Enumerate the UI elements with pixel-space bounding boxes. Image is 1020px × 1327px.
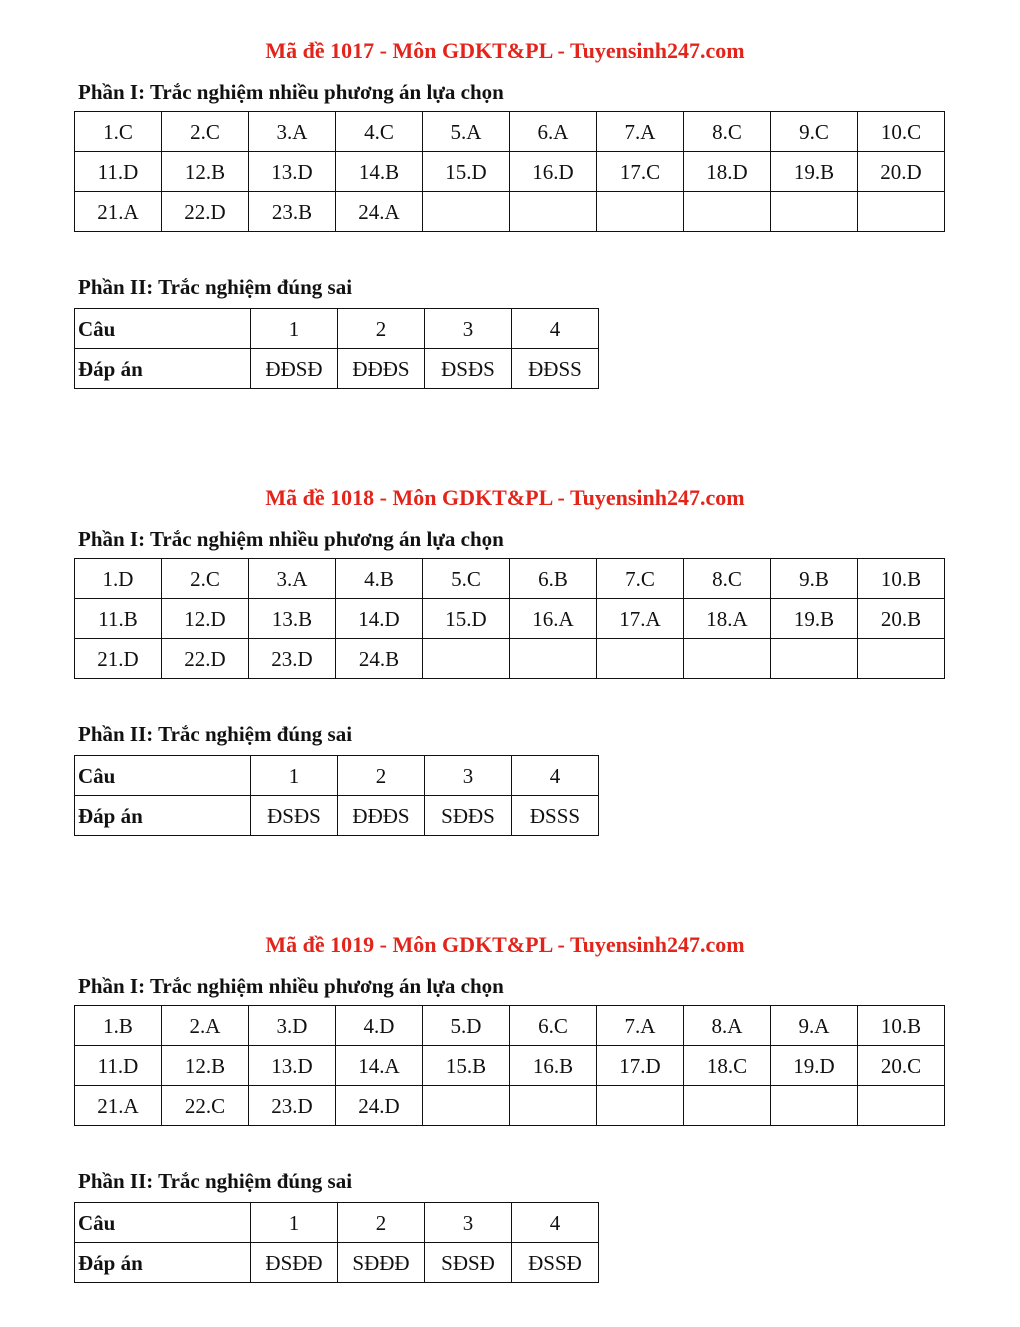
part1-heading: Phần I: Trắc nghiệm nhiều phương án lựa chọn — [78, 527, 504, 551]
question-number-cell: 1 — [251, 309, 338, 349]
table-row — [75, 559, 945, 599]
answer-cell: 9.A — [771, 1006, 858, 1046]
answer-cell: 1.C — [75, 112, 162, 152]
table-row — [75, 112, 945, 152]
answer-cell: 2.C — [162, 112, 249, 152]
answer-cell: 8.C — [684, 112, 771, 152]
question-number-cell: 1 — [251, 1203, 338, 1243]
answer-cell: 3.A — [249, 559, 336, 599]
part2-heading: Phần II: Trắc nghiệm đúng sai — [78, 1169, 353, 1193]
true-false-answer-table — [74, 755, 599, 836]
answer-cell — [423, 639, 510, 679]
answer-cell: 19.D — [771, 1046, 858, 1086]
answer-cell — [597, 1086, 684, 1126]
answer-cell: 22.D — [162, 639, 249, 679]
answer-cell: 14.D — [336, 599, 423, 639]
answer-cell — [510, 639, 597, 679]
question-label-cell: Câu — [75, 1203, 251, 1243]
table-row — [75, 1243, 599, 1283]
true-false-answer-cell: ĐĐSĐ — [251, 349, 338, 389]
table-row — [75, 796, 599, 836]
true-false-answer-cell: SĐĐS — [425, 796, 512, 836]
answer-cell: 22.D — [162, 192, 249, 232]
answer-cell: 1.B — [75, 1006, 162, 1046]
answer-cell: 11.B — [75, 599, 162, 639]
answer-cell — [771, 1086, 858, 1126]
answer-cell: 5.C — [423, 559, 510, 599]
answer-cell: 15.D — [423, 599, 510, 639]
answer-cell: 23.D — [249, 1086, 336, 1126]
answer-cell: 22.C — [162, 1086, 249, 1126]
answer-cell: 5.D — [423, 1006, 510, 1046]
answer-label-cell: Đáp án — [75, 349, 251, 389]
true-false-answer-table — [74, 1202, 599, 1283]
answer-label-cell: Đáp án — [75, 1243, 251, 1283]
question-number-cell: 3 — [425, 309, 512, 349]
answer-cell: 17.A — [597, 599, 684, 639]
answer-cell: 6.A — [510, 112, 597, 152]
answer-cell: 16.A — [510, 599, 597, 639]
answer-cell: 13.D — [249, 152, 336, 192]
question-number-cell: 1 — [251, 756, 338, 796]
answer-cell: 20.D — [858, 152, 945, 192]
answer-cell: 15.B — [423, 1046, 510, 1086]
answer-cell: 12.B — [162, 152, 249, 192]
true-false-answer-cell: ĐSSĐ — [512, 1243, 599, 1283]
answer-cell: 9.C — [771, 112, 858, 152]
part1-heading: Phần I: Trắc nghiệm nhiều phương án lựa chọn — [78, 974, 504, 998]
answer-cell: 4.C — [336, 112, 423, 152]
answer-cell: 9.B — [771, 559, 858, 599]
answer-cell: 19.B — [771, 152, 858, 192]
answer-label-cell: Đáp án — [75, 796, 251, 836]
true-false-answer-cell: ĐĐĐS — [338, 796, 425, 836]
table-row — [75, 192, 945, 232]
answer-cell: 21.A — [75, 1086, 162, 1126]
answer-cell: 16.D — [510, 152, 597, 192]
answer-cell: 24.B — [336, 639, 423, 679]
answer-cell: 23.B — [249, 192, 336, 232]
answer-cell: 7.A — [597, 1006, 684, 1046]
question-number-cell: 2 — [338, 309, 425, 349]
answer-cell: 3.A — [249, 112, 336, 152]
true-false-answer-table — [74, 308, 599, 389]
part2-heading: Phần II: Trắc nghiệm đúng sai — [78, 275, 353, 299]
exam-title: Mã đề 1018 - Môn GDKT&PL - Tuyensinh247.com — [265, 485, 745, 510]
answer-cell — [423, 1086, 510, 1126]
answer-cell — [771, 639, 858, 679]
answer-cell: 18.D — [684, 152, 771, 192]
multiple-choice-answer-table — [74, 111, 945, 232]
answer-cell — [684, 192, 771, 232]
true-false-answer-cell: SĐSĐ — [425, 1243, 512, 1283]
question-number-cell: 2 — [338, 756, 425, 796]
question-number-cell: 4 — [512, 1203, 599, 1243]
answer-cell — [423, 192, 510, 232]
answer-cell: 13.B — [249, 599, 336, 639]
answer-cell: 15.D — [423, 152, 510, 192]
question-label-cell: Câu — [75, 756, 251, 796]
answer-cell: 17.C — [597, 152, 684, 192]
part2-heading: Phần II: Trắc nghiệm đúng sai — [78, 722, 353, 746]
answer-cell: 8.C — [684, 559, 771, 599]
answer-cell: 24.D — [336, 1086, 423, 1126]
question-number-cell: 3 — [425, 756, 512, 796]
answer-cell: 18.C — [684, 1046, 771, 1086]
table-row — [75, 639, 945, 679]
answer-cell: 24.A — [336, 192, 423, 232]
table-row — [75, 1006, 945, 1046]
answer-cell: 23.D — [249, 639, 336, 679]
table-row — [75, 1203, 599, 1243]
multiple-choice-answer-table — [74, 1005, 945, 1126]
answer-cell — [858, 1086, 945, 1126]
true-false-answer-cell: ĐĐĐS — [338, 349, 425, 389]
table-row — [75, 756, 599, 796]
table-row — [75, 309, 599, 349]
answer-cell: 14.A — [336, 1046, 423, 1086]
table-row — [75, 1086, 945, 1126]
answer-cell: 10.C — [858, 112, 945, 152]
question-number-cell: 4 — [512, 756, 599, 796]
question-label-cell: Câu — [75, 309, 251, 349]
answer-cell: 7.A — [597, 112, 684, 152]
answer-cell: 2.A — [162, 1006, 249, 1046]
answer-cell: 10.B — [858, 559, 945, 599]
answer-cell — [510, 192, 597, 232]
table-row — [75, 152, 945, 192]
answer-cell — [684, 1086, 771, 1126]
part1-heading: Phần I: Trắc nghiệm nhiều phương án lựa chọn — [78, 80, 504, 104]
answer-cell: 16.B — [510, 1046, 597, 1086]
answer-cell: 19.B — [771, 599, 858, 639]
answer-cell: 2.C — [162, 559, 249, 599]
answer-cell: 6.C — [510, 1006, 597, 1046]
answer-cell: 14.B — [336, 152, 423, 192]
answer-cell: 13.D — [249, 1046, 336, 1086]
answer-cell — [510, 1086, 597, 1126]
answer-cell: 12.B — [162, 1046, 249, 1086]
answer-cell: 5.A — [423, 112, 510, 152]
answer-cell: 4.D — [336, 1006, 423, 1046]
answer-cell — [597, 192, 684, 232]
true-false-answer-cell: ĐSĐS — [425, 349, 512, 389]
answer-cell: 10.B — [858, 1006, 945, 1046]
table-row — [75, 599, 945, 639]
answer-cell — [597, 639, 684, 679]
answer-cell: 3.D — [249, 1006, 336, 1046]
true-false-answer-cell: ĐSSS — [512, 796, 599, 836]
true-false-answer-cell: SĐĐĐ — [338, 1243, 425, 1283]
answer-cell: 21.D — [75, 639, 162, 679]
exam-title: Mã đề 1017 - Môn GDKT&PL - Tuyensinh247.com — [265, 38, 745, 63]
answer-cell: 4.B — [336, 559, 423, 599]
true-false-answer-cell: ĐĐSS — [512, 349, 599, 389]
answer-cell — [771, 192, 858, 232]
question-number-cell: 2 — [338, 1203, 425, 1243]
answer-cell: 7.C — [597, 559, 684, 599]
answer-cell: 20.B — [858, 599, 945, 639]
answer-cell: 8.A — [684, 1006, 771, 1046]
answer-cell: 17.D — [597, 1046, 684, 1086]
true-false-answer-cell: ĐSĐS — [251, 796, 338, 836]
answer-cell: 6.B — [510, 559, 597, 599]
answer-cell: 11.D — [75, 1046, 162, 1086]
question-number-cell: 3 — [425, 1203, 512, 1243]
table-row — [75, 1046, 945, 1086]
question-number-cell: 4 — [512, 309, 599, 349]
answer-cell: 12.D — [162, 599, 249, 639]
answer-cell: 1.D — [75, 559, 162, 599]
answer-cell: 11.D — [75, 152, 162, 192]
answer-cell: 20.C — [858, 1046, 945, 1086]
table-row — [75, 349, 599, 389]
multiple-choice-answer-table — [74, 558, 945, 679]
answer-cell — [858, 639, 945, 679]
answer-cell: 21.A — [75, 192, 162, 232]
exam-title: Mã đề 1019 - Môn GDKT&PL - Tuyensinh247.com — [265, 932, 745, 957]
answer-cell — [684, 639, 771, 679]
true-false-answer-cell: ĐSĐĐ — [251, 1243, 338, 1283]
answer-cell: 18.A — [684, 599, 771, 639]
answer-cell — [858, 192, 945, 232]
